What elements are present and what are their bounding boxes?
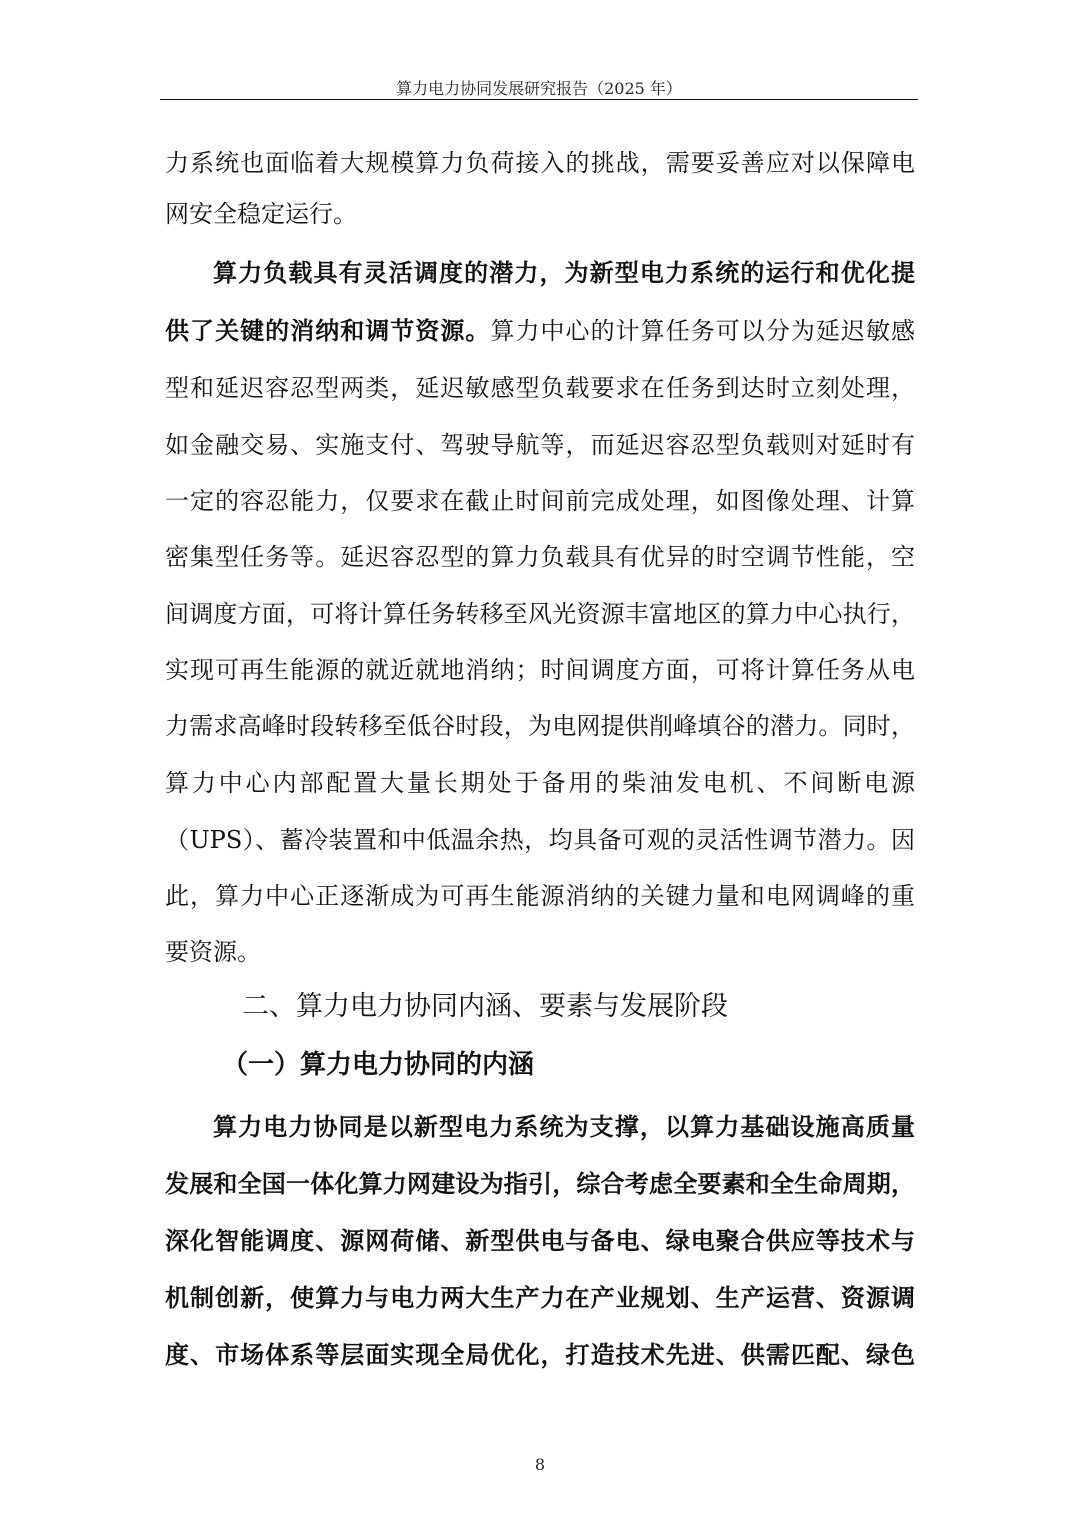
body-line: 此，算力中心正逐渐成为可再生能源消纳的关键力量和电网调峰的重 <box>165 882 915 910</box>
body-line: 实现可再生能源的就近就地消纳；时间调度方面，可将计算任务从电 <box>165 656 915 684</box>
bold-lead-sentence-end: 供了关键的消纳和调节资源。 <box>165 316 491 345</box>
subsection-heading: （一）算力电力协同的内涵 <box>222 1050 535 1080</box>
body-line: 算力中心内部配置大量长期处于备用的柴油发电机、不间断电源 <box>165 769 915 797</box>
page-number: 8 <box>534 1455 546 1474</box>
running-header: 算力电力协同发展研究报告（2025 年） <box>396 79 682 98</box>
bold-lead-sentence: 算力负载具有灵活调度的潜力，为新型电力系统的运行和优化提 <box>213 258 915 287</box>
body-line: 型和延迟容忍型两类，延迟敏感型负载要求在任务到达时立刻处理， <box>165 374 915 402</box>
bold-body-line: 度、市场体系等层面实现全局优化，打造技术先进、供需匹配、绿色 <box>165 1340 915 1369</box>
header-divider <box>160 99 918 100</box>
body-line: 网安全稳定运行。 <box>165 200 357 228</box>
body-line: 一定的容忍能力，仅要求在截止时间前完成处理，如图像处理、计算 <box>165 487 915 515</box>
body-line: 要资源。 <box>165 938 261 966</box>
body-line-mixed <box>165 311 915 351</box>
body-text: 算力中心的计算任务可以分为延迟敏感 <box>490 317 916 345</box>
bold-body-line: 深化智能调度、源网荷储、新型供电与备电、绿电聚合供应等技术与 <box>165 1226 915 1255</box>
bold-body-line: 发展和全国一体化算力网建设为指引，综合考虑全要素和全生命周期， <box>165 1169 915 1198</box>
body-line: 力需求高峰时段转移至低谷时段，为电网提供削峰填谷的潜力。同时， <box>165 712 915 740</box>
body-line: （UPS）、蓄冷装置和中低温余热，均具备可观的灵活性调节潜力。因 <box>165 826 915 854</box>
body-line: 密集型任务等。延迟容忍型的算力负载具有优异的时空调节性能，空 <box>165 543 915 571</box>
body-line: 间调度方面，可将计算任务转移至风光资源丰富地区的算力中心执行， <box>165 600 915 628</box>
bold-body-line: 算力电力协同是以新型电力系统为支撑，以算力基础设施高质量 <box>213 1112 915 1141</box>
bold-body-line: 机制创新，使算力与电力两大生产力在产业规划、生产运营、资源调 <box>165 1283 915 1312</box>
body-line: 如金融交易、实施支付、驾驶导航等，而延迟容忍型负载则对延时有 <box>165 431 915 459</box>
section-heading: 二、算力电力协同内涵、要素与发展阶段 <box>242 991 728 1022</box>
body-line: 力系统也面临着大规模算力负荷接入的挑战，需要妥善应对以保障电 <box>165 149 915 177</box>
